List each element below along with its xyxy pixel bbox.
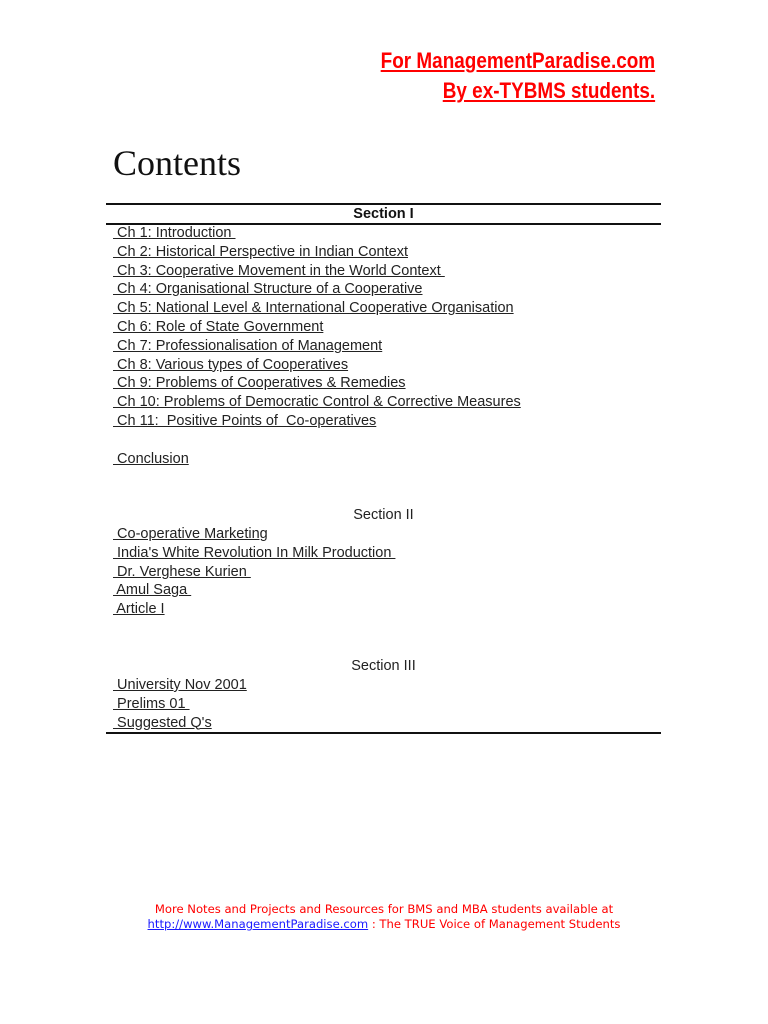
footer-line-2	[0, 917, 768, 932]
toc-link-ch10[interactable]: Ch 10: Problems of Democratic Control & Corrective Measures	[113, 394, 521, 411]
toc-link-ch7[interactable]: Ch 7: Professionalisation of Management	[113, 337, 383, 354]
section-3-list	[113, 676, 247, 732]
toc-link-ch1[interactable]: Ch 1: Introduction	[113, 225, 236, 241]
toc-link-conclusion[interactable]: Conclusion	[113, 451, 189, 467]
toc-link-ch8[interactable]: Ch 8: Various types of Cooperatives	[113, 356, 349, 373]
section-2-heading: Section II	[353, 507, 414, 523]
footer-note	[0, 902, 768, 932]
toc-link-article-1[interactable]: Article I	[113, 601, 165, 618]
toc-link-ch9[interactable]: Ch 9: Problems of Cooperatives & Remedies	[113, 375, 406, 392]
toc-link-prelims-01[interactable]: Prelims 01	[113, 695, 190, 712]
toc-link-ch6[interactable]: Ch 6: Role of State Government	[113, 318, 324, 335]
toc-link-amul-saga[interactable]: Amul Saga	[113, 582, 192, 599]
footer-tagline: : The TRUE Voice of Management Students	[368, 917, 621, 931]
footer-site-link[interactable]: http://www.ManagementParadise.com	[147, 917, 369, 931]
toc-link-ch3[interactable]: Ch 3: Cooperative Movement in the World Context	[113, 262, 445, 279]
toc-link-university-nov-2001[interactable]: University Nov 2001	[113, 677, 247, 693]
toc-link-white-revolution[interactable]: India's White Revolution In Milk Production	[113, 544, 396, 561]
conclusion-list	[113, 450, 189, 469]
section-2-list	[113, 525, 395, 619]
section-1-list	[113, 224, 521, 431]
page-title: Contents	[113, 143, 242, 183]
header-line-1: For ManagementParadise.com	[380, 48, 655, 73]
section-3-heading: Section III	[351, 658, 416, 674]
toc-link-cooperative-marketing[interactable]: Co-operative Marketing	[113, 526, 268, 542]
header-banner	[381, 46, 655, 106]
toc-link-ch5[interactable]: Ch 5: National Level & International Cooperative Organisation	[113, 300, 514, 317]
header-line-2: By ex-TYBMS students.	[442, 78, 655, 103]
section-1-heading: Section I	[353, 206, 414, 222]
toc-link-suggested-qs[interactable]: Suggested Q's	[113, 714, 212, 731]
footer-line-1: More Notes and Projects and Resources for BMS and MBA students available at	[154, 902, 614, 916]
toc-link-ch4[interactable]: Ch 4: Organisational Structure of a Cooperative	[113, 281, 423, 298]
bottom-rule	[106, 732, 661, 734]
toc-link-ch2[interactable]: Ch 2: Historical Perspective in Indian Context	[113, 243, 408, 260]
toc-link-verghese-kurien[interactable]: Dr. Verghese Kurien	[113, 563, 251, 580]
toc-link-ch11[interactable]: Ch 11: Positive Points of Co-operatives	[113, 412, 377, 429]
